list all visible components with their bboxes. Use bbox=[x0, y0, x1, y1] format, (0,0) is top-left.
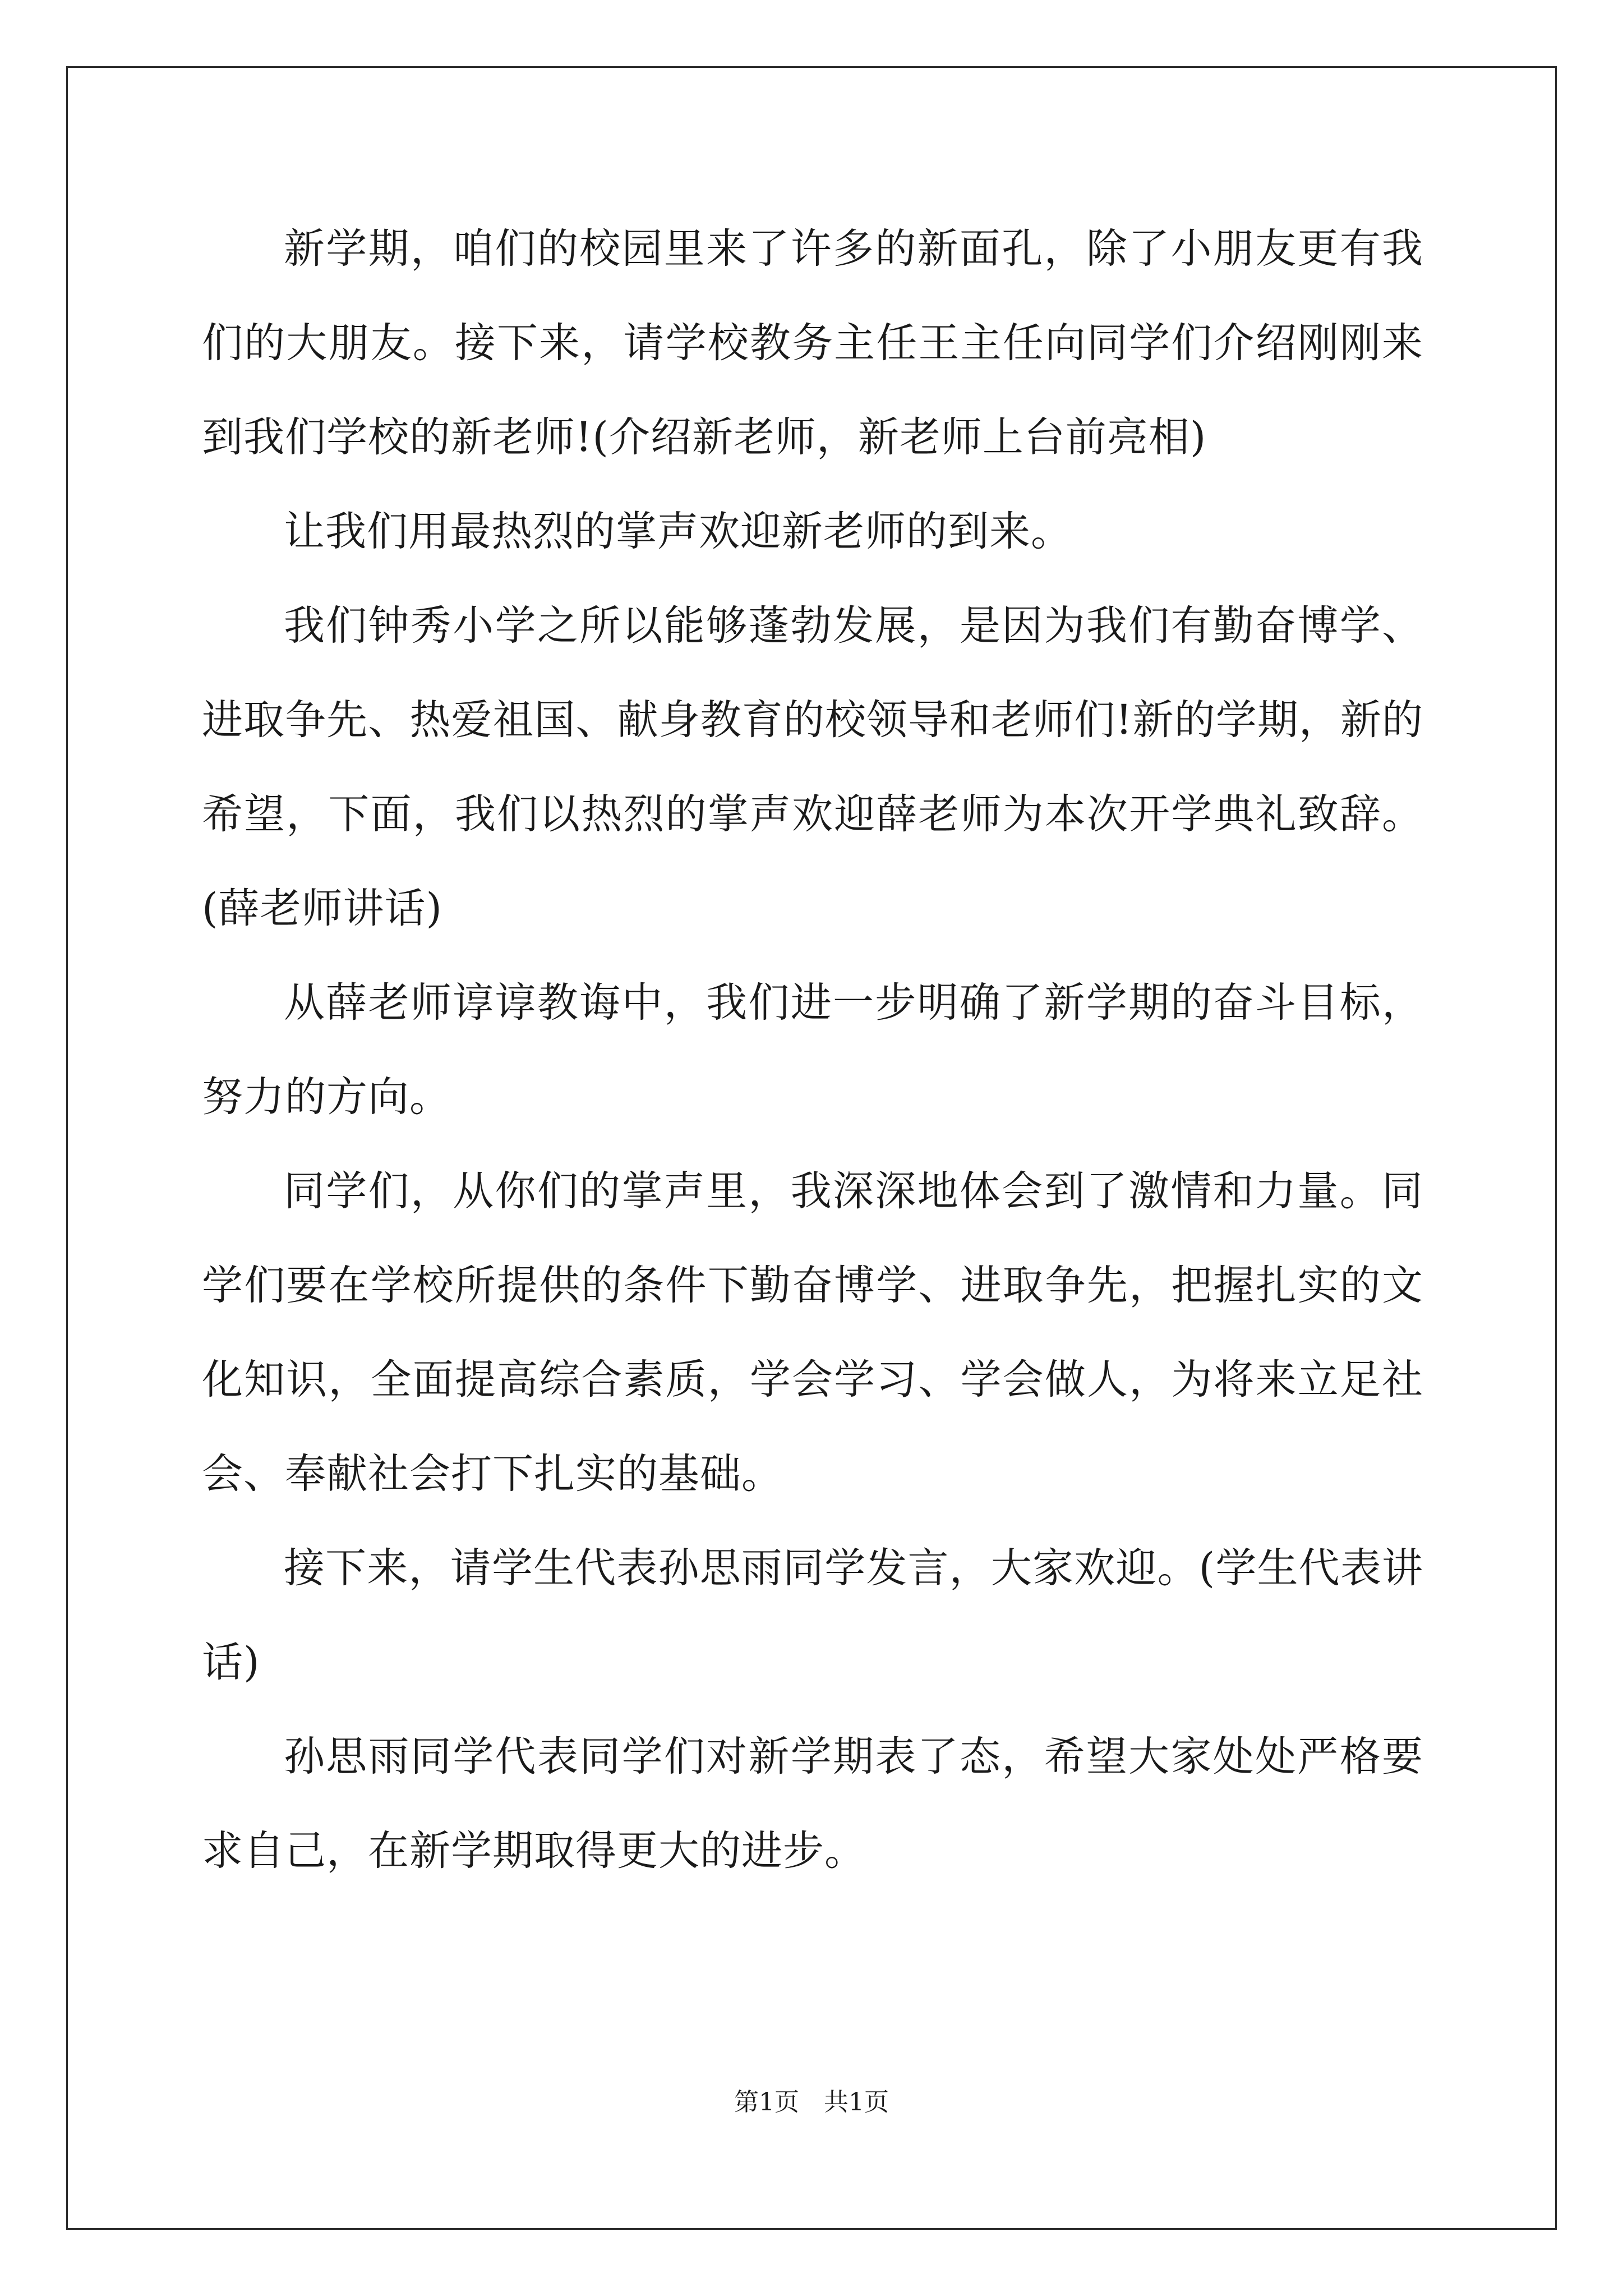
page-number-footer: 第1页 共1页 bbox=[734, 2088, 889, 2116]
paragraph-5: 同学们，从你们的掌声里，我深深地体会到了激情和力量。同学们要在学校所提供的条件下勤奋博学、进取争先，把握扎实的文化知识，全面提高综合素质，学会学习、学会做人，为将来立足社会、奉献社会打下扎实的基础。 bbox=[202, 1167, 1423, 1498]
paragraph-7: 孙思雨同学代表同学们对新学期表了态，希望大家处处严格要求自己，在新学期取得更大的进步。 bbox=[202, 1733, 1423, 1875]
document-body bbox=[202, 202, 1423, 1898]
paragraph-6: 接下来，请学生代表孙思雨同学发言，大家欢迎。(学生代表讲话) bbox=[202, 1544, 1423, 1686]
paragraph-2: 让我们用最热烈的掌声欢迎新老师的到来。 bbox=[284, 508, 1072, 555]
paragraph-4: 从薛老师谆谆教诲中，我们进一步明确了新学期的奋斗目标，努力的方向。 bbox=[202, 979, 1423, 1121]
paragraph-1: 新学期，咱们的校园里来了许多的新面孔，除了小朋友更有我们的大朋友。接下来，请学校教务主任王主任向同学们介绍刚刚来到我们学校的新老师!(介绍新老师，新老师上台前亮相) bbox=[202, 225, 1423, 461]
paragraph-3: 我们钟秀小学之所以能够蓬勃发展，是因为我们有勤奋博学、进取争先、热爱祖国、献身教育的校领导和老师们!新的学期，新的希望，下面，我们以热烈的掌声欢迎薛老师为本次开学典礼致辞。(薛老师讲话) bbox=[202, 602, 1423, 932]
